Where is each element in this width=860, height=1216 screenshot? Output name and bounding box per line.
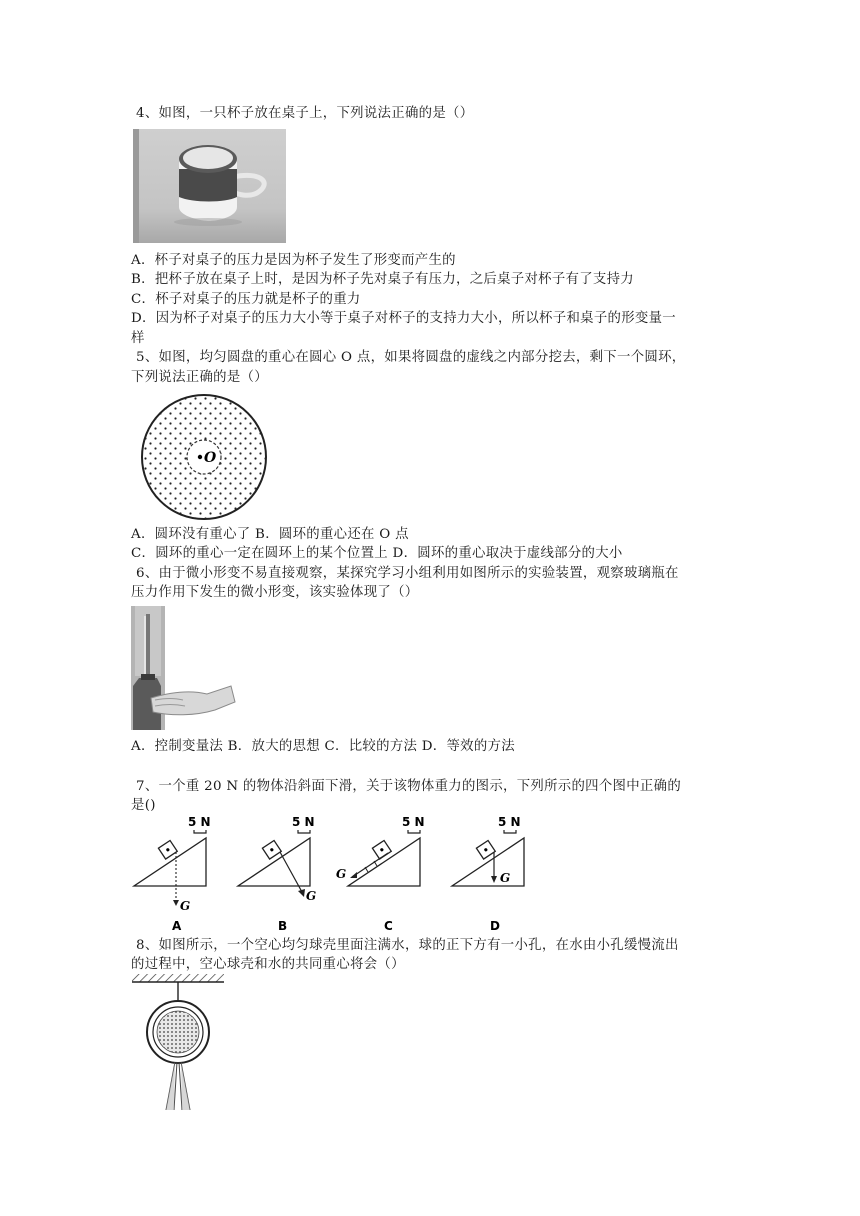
scale-label-d: 5 N: [498, 815, 521, 829]
panel-c: [336, 815, 425, 933]
q6-stem-line1: 6、由于微小形变不易直接观察，某探究学习小组利用如图所示的实验装置，观察玻璃瓶在: [136, 566, 679, 581]
panel-label-a: A: [172, 919, 182, 933]
scale-label-a: 5 N: [188, 815, 211, 829]
g-label-c: G: [336, 867, 347, 881]
panel-label-b: B: [278, 919, 288, 933]
panel-label-c: C: [384, 919, 393, 933]
q4-stem: 4、如图，一只杯子放在桌子上，下列说法正确的是（）: [136, 106, 474, 121]
hollow-sphere-figure: [130, 974, 226, 1110]
q6-options: A．控制变量法 B．放大的思想 C．比较的方法 D．等效的方法: [131, 739, 515, 754]
g-label-b: G: [306, 889, 317, 903]
q6-stem-line2: 压力作用下发生的微小形变，该实验体现了（）: [131, 585, 419, 600]
panel-d: [452, 815, 524, 933]
panel-b: [238, 815, 316, 933]
q4-option-d: D．因为杯子对桌子的压力大小等于桌子对杯子的支持力大小，所以杯子和桌子的形变量一: [131, 311, 676, 326]
q7-stem-line2: 是(): [131, 798, 156, 813]
g-label-a: G: [180, 899, 191, 913]
g-label-d: G: [500, 871, 511, 885]
q4-option-c: C．杯子对桌子的压力就是杯子的重力: [131, 292, 361, 307]
disc-figure: [138, 391, 270, 523]
q8-stem-line1: 8、如图所示，一个空心均匀球壳里面注满水，球的正下方有一小孔，在水由小孔缓慢流出: [136, 938, 679, 953]
q5-options-ab: A．圆环没有重心了 B．圆环的重心还在 O 点: [131, 527, 409, 542]
scale-label-b: 5 N: [292, 815, 315, 829]
q7-stem-line1: 7、一个重 20 N 的物体沿斜面下滑，关于该物体重力的图示，下列所示的四个图中正确的: [136, 779, 682, 794]
q5-stem-line1: 5、如图，均匀圆盘的重心在圆心 O 点，如果将圆盘的虚线之内部分挖去，剩下一个圆环，: [136, 350, 686, 365]
panel-label-d: D: [490, 919, 500, 933]
q4-option-a: A．杯子对桌子的压力是因为杯子发生了形变而产生的: [131, 253, 456, 268]
scale-label-c: 5 N: [402, 815, 425, 829]
panel-a: [134, 815, 211, 933]
center-label: O: [204, 450, 217, 466]
bottle-photo: [131, 606, 236, 730]
q8-stem-line2: 的过程中，空心球壳和水的共同重心将会（）: [131, 957, 405, 972]
q5-options-cd: C．圆环的重心一定在圆环上的某个位置上 D．圆环的重心取决于虚线部分的大小: [131, 546, 623, 561]
q5-stem-line2: 下列说法正确的是（）: [131, 370, 268, 385]
q4-option-b: B．把杯子放在桌子上时，是因为杯子先对桌子有压力，之后桌子对杯子有了支持力: [131, 272, 634, 287]
gravity-diagrams: [130, 812, 550, 936]
cup-photo: [133, 129, 286, 243]
q4-option-d-cont: 样: [131, 331, 145, 346]
